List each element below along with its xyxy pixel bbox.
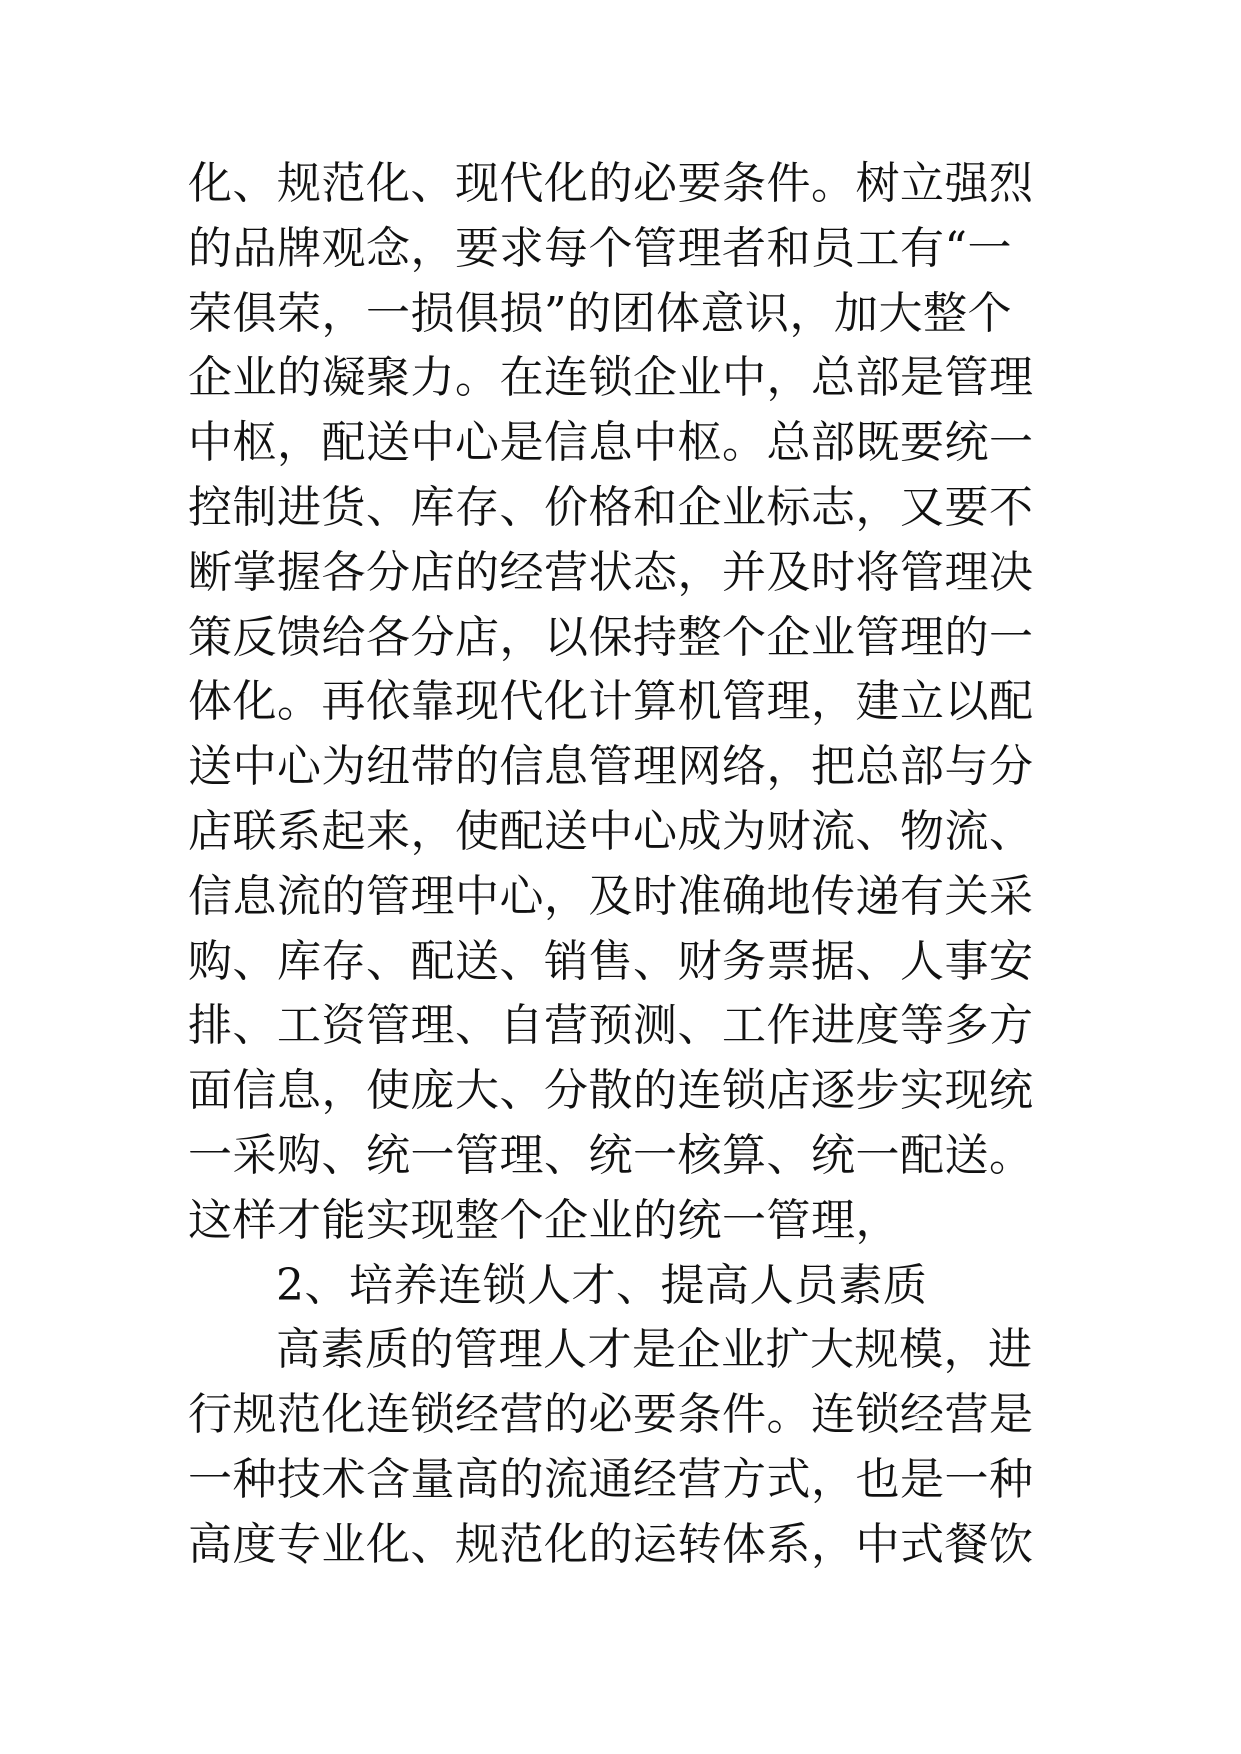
text-line: 这样才能实现整个企业的统一管理， bbox=[188, 1194, 900, 1246]
text-line: 送中心为纽带的信息管理网络，把总部与分 bbox=[188, 741, 1034, 793]
text-line: 面信息，使庞大、分散的连锁店逐步实现统 bbox=[188, 1065, 1034, 1117]
text-line: 企业的凝聚力。在连锁企业中，总部是管理 bbox=[188, 352, 1034, 404]
text-line: 化、规范化、现代化的必要条件。树立强烈 bbox=[188, 158, 1034, 209]
section-heading: 2、培养连锁人才、提高人员素质 bbox=[276, 1259, 928, 1311]
document-body bbox=[188, 152, 1088, 1578]
text-line: 一采购、统一管理、统一核算、统一配送。 bbox=[188, 1129, 1034, 1181]
text-line: 购、库存、配送、销售、财务票据、人事安 bbox=[188, 935, 1034, 987]
paragraph-first-line: 高素质的管理人才是企业扩大规模，进 bbox=[276, 1324, 1033, 1376]
text-line: 信息流的管理中心，及时准确地传递有关采 bbox=[188, 870, 1034, 922]
text-line: 排、工资管理、自营预测、工作进度等多方 bbox=[188, 1000, 1034, 1052]
text-line: 断掌握各分店的经营状态，并及时将管理决 bbox=[188, 546, 1034, 598]
text-line: 荣俱荣，一损俱损”的团体意识，加大整个 bbox=[188, 287, 1012, 339]
text-line: 的品牌观念，要求每个管理者和员工有“一 bbox=[188, 222, 1012, 274]
text-line: 高度专业化、规范化的运转体系，中式餐饮 bbox=[188, 1518, 1034, 1570]
text-line: 中枢，配送中心是信息中枢。总部既要统一 bbox=[188, 417, 1034, 469]
text-line: 一种技术含量高的流通经营方式，也是一种 bbox=[188, 1453, 1034, 1505]
text-line: 控制进货、库存、价格和企业标志，又要不 bbox=[188, 481, 1034, 533]
text-line: 策反馈给各分店，以保持整个企业管理的一 bbox=[188, 611, 1034, 663]
text-line: 体化。再依靠现代化计算机管理，建立以配 bbox=[188, 676, 1034, 728]
text-line: 店联系起来，使配送中心成为财流、物流、 bbox=[188, 805, 1034, 857]
text-line: 行规范化连锁经营的必要条件。连锁经营是 bbox=[188, 1389, 1034, 1441]
